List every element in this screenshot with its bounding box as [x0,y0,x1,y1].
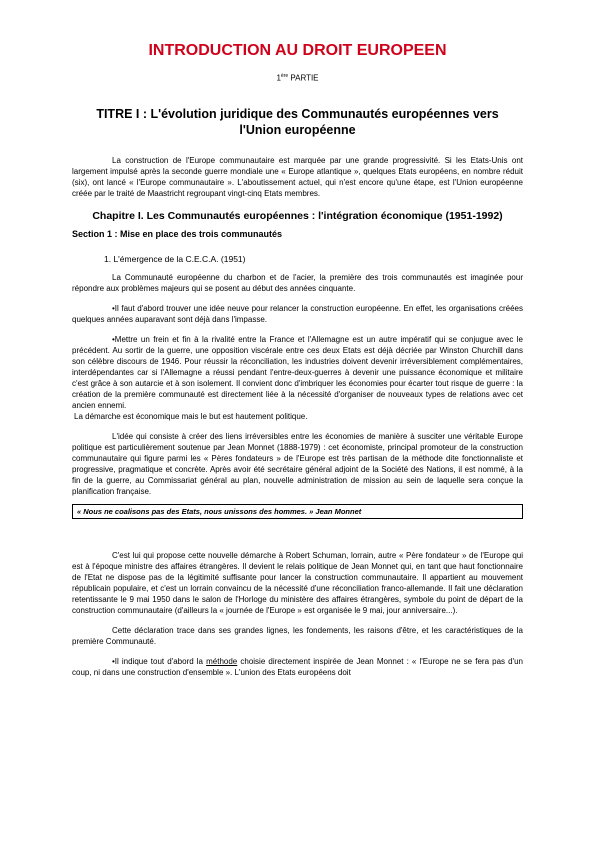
part-word: PARTIE [288,73,319,83]
titre-heading: TITRE I : L'évolution juridique des Communautés européennes vers l'Union européenne [96,106,499,137]
paragraph-ceca: La Communauté européenne du charbon et de l'acier, la première des trois communautés est imaginée pour répondre aux problèmes majeurs qui se posent au début des années cinquante. [72,272,523,293]
subsection-heading: 1. L'émergence de la C.E.C.A. (1951) [104,253,246,264]
section-heading: Section 1 : Mise en place des trois communautés [72,228,283,239]
methode-text-start: •Il indique tout d'abord la [112,656,207,666]
paragraph-declaration: Cette déclaration trace dans ses grandes lignes, les fondements, les raisons d'être, et les caractéristiques de la première Communauté. [72,625,523,646]
paragraph-rivalite: •Mettre un frein et fin à la rivalité entre la France et l'Allemagne est un autre impératif qui se conjugue avec le précédent. Au sortir de la guerre, une opposition viscérale entre ces deux Etats est déjà décriée par Winston Churchill dans son célèbre discours de 1946. Pour réussir la réconciliation, les industries doivent devenir irréversiblement complémentaires, interdépendantes car si l'Allemagne a réussi pendant l'entre-deux-guerres à devenir une puissance économique et militaire c'est grâce à son autarcie et à son isolement. Il convient donc d'imbriquer les économies pour écarter tout risque de guerre : la création de la première communauté est directement liée à la nécessité d'organiser de nouveaux types de relations avec cet ancien ennemi. [72,334,523,410]
part-ordinal: ère [280,73,289,79]
paragraph-monnet: L'idée qui consiste à créer des liens irréversibles entre les économies de manière à susciter une véritable Europe politique est particulièrement soutenue par Jean Monnet (1888-1979) : cet économiste, principal promoteur de la construction communautaire qui figure parmi les « Pères fondateurs » de l'Europe est très partisan de la méthode dite fonctionnaliste et progressive, pragmatique et concrète. Après avoir été secrétaire général adjoint de la Société des Nations, il est nommé, à la fin de la guerre, au Commissariat général au plan, nouvelle administration de mission au sein de laquelle sera conçue la planification française. [72,431,523,496]
methode-text-end: choisie directement inspirée de Jean Monnet : « l'Europe ne se fera pas d'un coup, ni dans une construction d'ensemble ». L'union des Etats européens doit [72,656,523,677]
paragraph-demarche: La démarche est économique mais le but est hautement politique. [74,411,308,421]
document-title: INTRODUCTION AU DROIT EUROPEEN [148,42,447,59]
methode-link[interactable]: méthode [206,656,238,666]
chapter-heading: Chapitre I. Les Communautés européennes : l'intégration économique (1951-1992) [92,209,503,222]
paragraph-schuman: C'est lui qui propose cette nouvelle démarche à Robert Schuman, lorrain, autre « Père fondateur » de l'Europe qui est à l'époque ministre des affaires étrangères. Il devient le relais politique de Jean Monnet qui, en tant que haut fonctionnaire de l'Etat ne dispose pas de la légitimité suffisante pour lancer la construction communautaire. Il appartient au mouvement républicain populaire, et c'est un lorrain convaincu de la nécessité d'une réconciliation franco-allemande. Il fait une déclaration retentissante le 9 mai 1950 dans le salon de l'Horloge du ministère des affaires étrangères, symbole du point de départ de la construction communautaire (d'ailleurs la « journée de l'Europe » est organisée le 9 mai, jour anniversaire...). [72,550,523,615]
paragraph-methode [72,656,523,678]
intro-paragraph: La construction de l'Europe communautaire est marquée par une grande progressivité. Si les Etats-Unis ont largement impulsé après la seconde guerre mondiale une « Europe atlantique », quelques Etats européens, en nombre réduit (six), ont lancé « l'Europe communautaire ». L'aboutissement actuel, qui n'est encore qu'une étape, est l'Union européenne créée par le traité de Maastricht regroupant vingt-cinq Etats membres. [72,155,523,198]
part-number: 1 [276,73,281,83]
part-label [72,73,523,83]
quote-box: « Nous ne coalisons pas des Etats, nous unissons des hommes. » Jean Monnet [72,504,523,519]
paragraph-idee-neuve: •Il faut d'abord trouver une idée neuve pour relancer la construction européenne. En effet, les organisations créées quelques années auparavant sont déjà dans l'impasse. [72,303,523,324]
